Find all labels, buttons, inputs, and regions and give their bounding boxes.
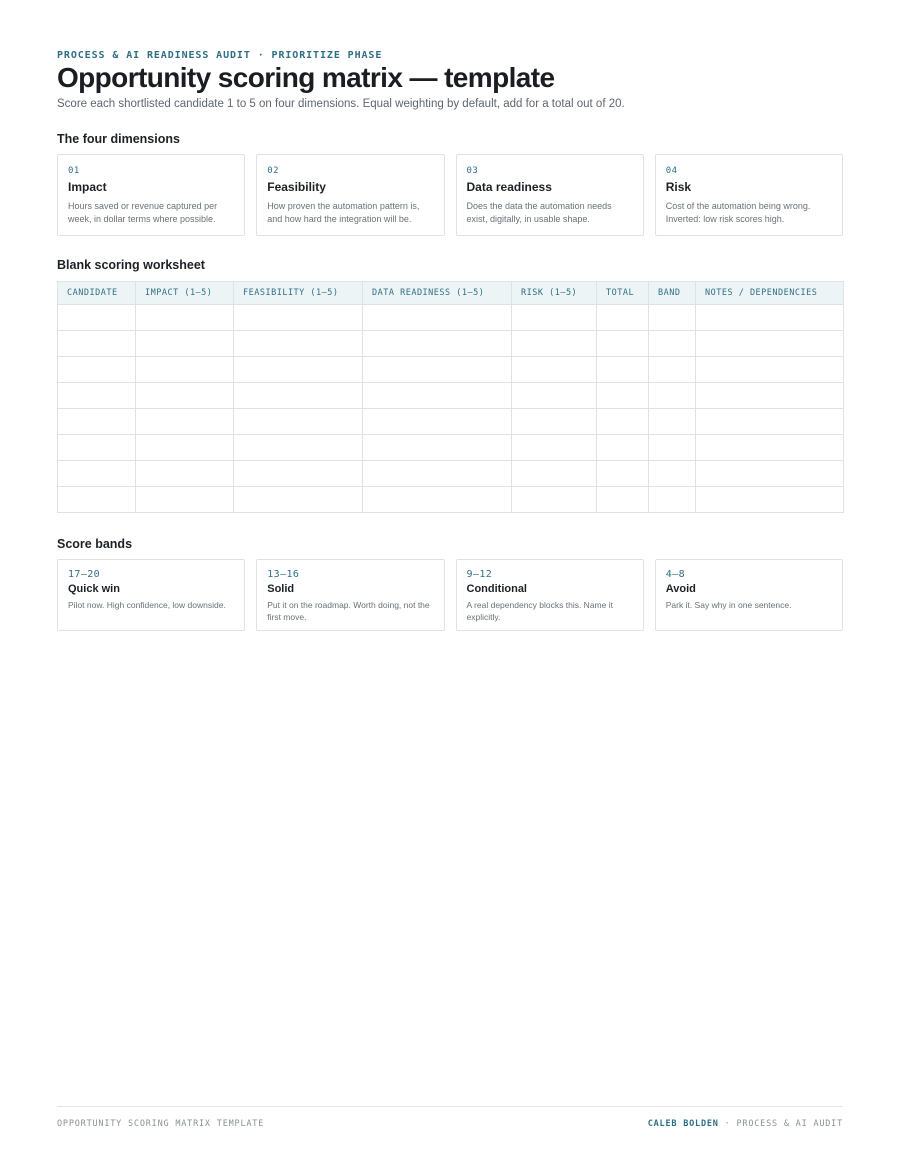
table-cell [649,383,696,409]
dimensions-cards [57,154,843,236]
band-title: Avoid [665,583,696,595]
column-header-risk: RISK (1–5) [512,282,597,305]
table-cell [512,305,597,331]
dimension-title: Risk [665,180,692,194]
table-row [58,487,844,513]
footer-divider [57,1106,843,1107]
table-cell [136,487,234,513]
table-cell [649,357,696,383]
eyebrow-label: PROCESS & AI READINESS AUDIT · PRIORITIZE PHASE [57,50,383,61]
table-cell [234,331,363,357]
table-cell [363,435,512,461]
dimension-number: 03 [466,166,479,176]
table-row [58,331,844,357]
table-cell [58,409,136,435]
band-title: Solid [267,583,295,595]
worksheet-body [58,305,844,513]
band-range: 13–16 [267,569,300,580]
band-range: 17–20 [68,569,101,580]
table-cell [136,435,234,461]
table-cell [58,435,136,461]
band-title: Conditional [466,583,527,595]
column-header-impact: IMPACT (1–5) [136,282,234,305]
table-cell [512,435,597,461]
table-cell [696,435,844,461]
table-cell [58,383,136,409]
table-cell [136,409,234,435]
table-cell [234,357,363,383]
worksheet-heading: Blank scoring worksheet [57,258,205,272]
table-cell [597,305,649,331]
table-cell [363,383,512,409]
table-row [58,461,844,487]
band-description: A real dependency blocks this. Name it explicitly. [466,600,613,622]
table-cell [696,331,844,357]
table-cell [696,357,844,383]
table-cell [597,331,649,357]
table-cell [363,331,512,357]
band-description: Put it on the roadmap. Worth doing, not the first move. [267,600,430,622]
score-bands-cards [57,559,843,631]
table-row [58,383,844,409]
table-cell [512,461,597,487]
dimension-number: 04 [665,166,678,176]
table-cell [58,487,136,513]
table-cell [649,487,696,513]
column-header-band: BAND [649,282,696,305]
table-cell [58,305,136,331]
bands-heading: Score bands [57,537,133,551]
band-range: 4–8 [665,569,686,580]
table-cell [512,357,597,383]
dimension-card-impact [57,154,245,236]
band-card-quick-win [57,559,245,631]
table-cell [597,357,649,383]
table-cell [234,487,363,513]
table-row [58,409,844,435]
table-cell [136,305,234,331]
dimension-card-feasibility [256,154,444,236]
table-cell [597,461,649,487]
footer-document-title: OPPORTUNITY SCORING MATRIX TEMPLATE [57,1119,265,1129]
band-range: 9–12 [466,569,493,580]
table-cell [696,409,844,435]
table-cell [512,409,597,435]
table-cell [649,461,696,487]
page-title: Opportunity scoring matrix — template [57,62,555,93]
table-cell [136,383,234,409]
dimension-title: Feasibility [267,180,326,194]
band-description: Pilot now. High confidence, low downside. [68,600,226,610]
table-cell [363,409,512,435]
table-cell [649,435,696,461]
table-cell [696,461,844,487]
dimension-title: Data readiness [466,180,552,194]
table-row [58,435,844,461]
table-cell [234,461,363,487]
column-header-feasibility: FEASIBILITY (1–5) [234,282,363,305]
column-header-data-readiness: DATA READINESS (1–5) [363,282,512,305]
table-cell [649,409,696,435]
table-cell [234,383,363,409]
table-cell [597,409,649,435]
table-cell [234,305,363,331]
table-cell [363,305,512,331]
dimension-card-risk [655,154,843,236]
table-cell [234,409,363,435]
column-header-candidate: CANDIDATE [58,282,136,305]
table-cell [136,461,234,487]
column-header-notes: NOTES / DEPENDENCIES [696,282,844,305]
page-subtitle: Score each shortlisted candidate 1 to 5 on four dimensions. Equal weighting by default, add for a total out of 20. [57,98,625,110]
dimensions-heading: The four dimensions [57,132,180,146]
table-cell [363,461,512,487]
table-cell [136,331,234,357]
dimension-description: Hours saved or revenue captured per week, in dollar terms where possible. [68,201,218,224]
dimension-description: Does the data the automation needs exist, digitally, in usable shape. [466,201,612,224]
table-cell [597,435,649,461]
table-header-row [58,282,844,305]
dimension-description: How proven the automation pattern is, and how hard the integration will be. [267,201,420,224]
table-cell [512,383,597,409]
table-cell [696,383,844,409]
footer-credit [648,1119,843,1129]
table-cell [136,357,234,383]
band-card-avoid [655,559,843,631]
band-card-conditional [456,559,644,631]
band-description: Park it. Say why in one sentence. [665,600,792,610]
dimension-number: 01 [68,166,80,176]
table-cell [58,357,136,383]
band-card-solid [256,559,444,631]
dimension-number: 02 [267,166,279,176]
scoring-worksheet-table [57,281,844,513]
table-cell [58,461,136,487]
footer-audit-name: PROCESS & AI AUDIT [736,1119,843,1129]
footer-separator: · [724,1119,731,1129]
table-cell [512,331,597,357]
table-cell [597,487,649,513]
dimension-title: Impact [68,180,107,194]
dimension-description: Cost of the automation being wrong. Inverted: low risk scores high. [665,201,811,224]
table-row [58,305,844,331]
table-cell [696,487,844,513]
table-cell [58,331,136,357]
table-cell [696,305,844,331]
column-header-total: TOTAL [597,282,649,305]
table-cell [363,357,512,383]
band-title: Quick win [68,583,120,595]
dimension-card-data-readiness [456,154,644,236]
table-cell [597,383,649,409]
table-row [58,357,844,383]
table-cell [649,331,696,357]
table-cell [363,487,512,513]
table-cell [512,487,597,513]
footer-author: CALEB BOLDEN [647,1119,719,1129]
table-cell [649,305,696,331]
table-cell [234,435,363,461]
